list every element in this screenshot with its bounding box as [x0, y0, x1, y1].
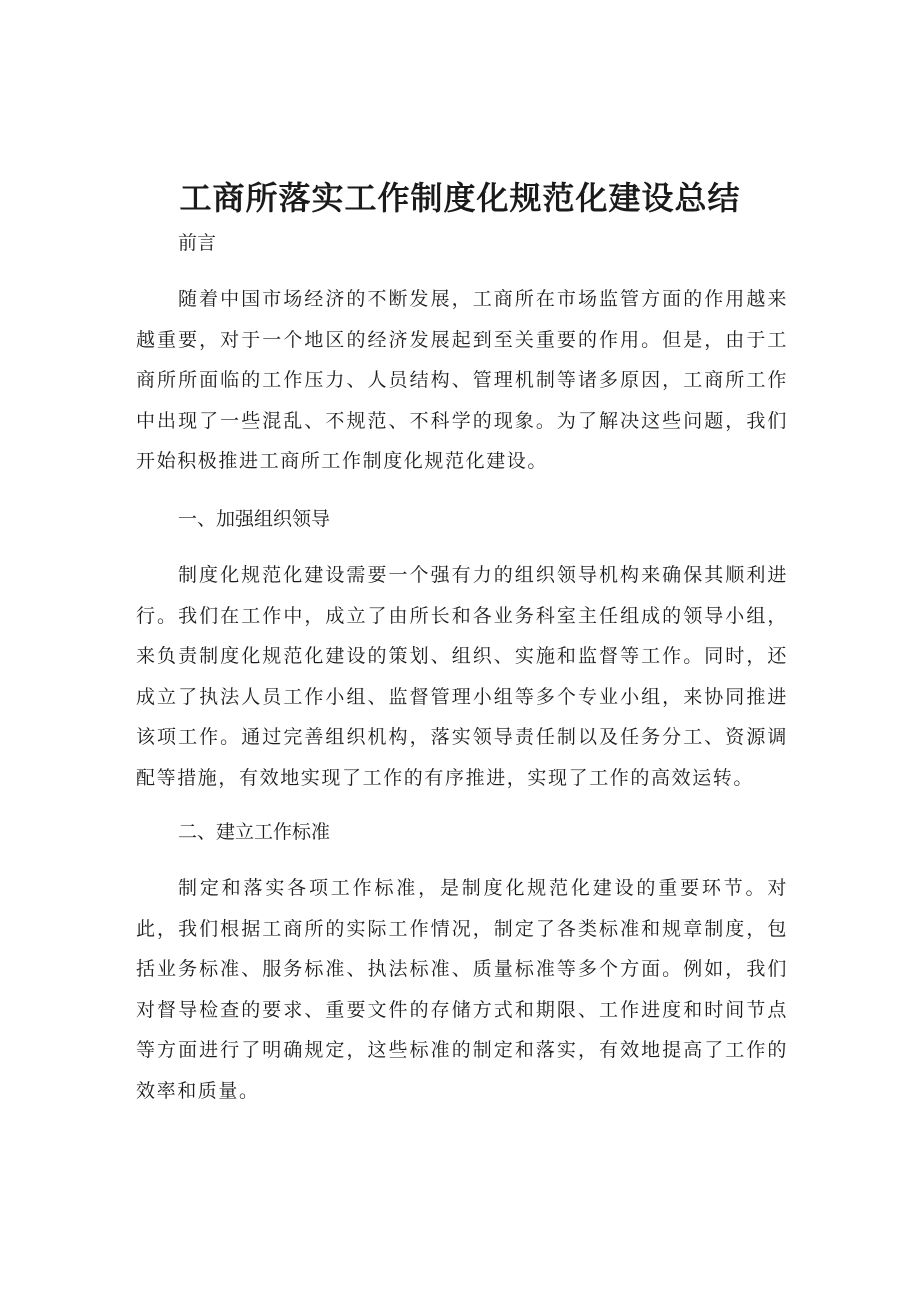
- preface-paragraph: 随着中国市场经济的不断发展，工商所在市场监管方面的作用越来越重要，对于一个地区的经济发展起到至关重要的作用。但是，由于工商所所面临的工作压力、人员结构、管理机制等诸多原因，工商所工作中出现了一些混乱、不规范、不科学的现象。为了解决这些问题，我们开始积极推进工商所工作制度化规范化建设。: [136, 288, 788, 472]
- section-1-paragraph: 制度化规范化建设需要一个强有力的组织领导机构来确保其顺利进行。我们在工作中，成立了由所长和各业务科室主任组成的领导小组，来负责制度化规范化建设的策划、组织、实施和监督等工作。同时，还成立了执法人员工作小组、监督管理小组等多个专业小组，来协同推进该项工作。通过完善组织机构，落实领导责任制以及任务分工、资源调配等措施，有效地实现了工作的有序推进，实现了工作的高效运转。: [136, 564, 788, 789]
- section-2-paragraph: 制定和落实各项工作标准，是制度化规范化建设的重要环节。对此，我们根据工商所的实际工作情况，制定了各类标准和规章制度，包括业务标准、服务标准、执法标准、质量标准等多个方面。例如，我们对督导检查的要求、重要文件的存储方式和期限、工作进度和时间节点等方面进行了明确规定，这些标准的制定和落实，有效地提高了工作的效率和质量。: [136, 877, 788, 1102]
- section-2-heading: 二、建立工作标准: [178, 821, 331, 843]
- section-1-heading: 一、加强组织领导: [178, 508, 331, 530]
- document-title: 工商所落实工作制度化规范化建设总结: [179, 179, 741, 217]
- preface-heading: 前言: [178, 232, 217, 254]
